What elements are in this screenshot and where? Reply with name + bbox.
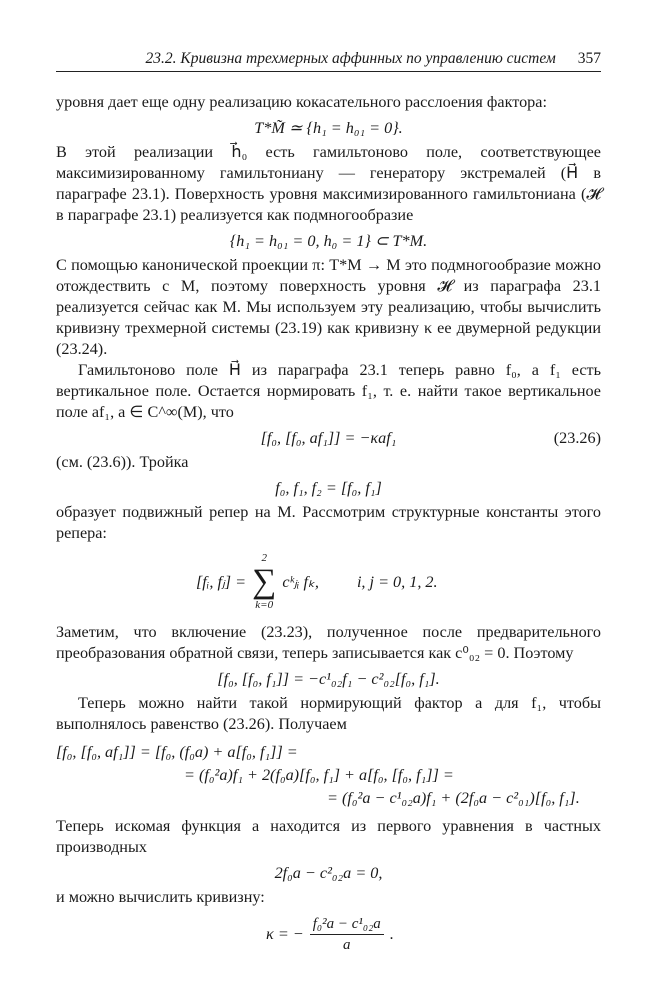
paragraph-8: Теперь можно найти такой нормирующий фактор a для f₁, чтобы выполнялось равенство (23.26). Получаем [56,694,601,733]
structure-range: i, j = 0, 1, 2. [356,572,438,591]
paragraph-3: С помощью канонической проекции π: T*M → M это подмногообразие можно отождествить с M, поэтому поверхность уровня 𝓗 из параграфа 23.1 реализуется сейчас как M. Мы используем эту реализацию, чтобы вычислить кривизну трехмерной системы (23.19) как кривизну κ ее двумерной редукции (23.24). [56,256,601,358]
curvature-denominator: a [343,936,351,953]
equation-cotangent-realization: T*M̃ ≃ {h₁ = h₀₁ = 0}. [254,119,403,137]
equation-23-26 [56,427,601,449]
page-number: 357 [577,50,601,67]
structure-lhs: [fᵢ, fⱼ] = [196,572,247,591]
paragraph-1: уровня дает еще одну реализацию кокасательного расслоения фактора: [56,93,547,111]
paragraph-5: (см. (23.6)). Тройка [56,453,189,471]
sum-lower-limit: k=0 [255,599,274,611]
summation [252,552,276,612]
paragraph-9: Теперь искомая функция a находится из первого уравнения в частных производных [56,817,601,856]
sum-upper-limit: 2 [261,552,267,564]
paragraph-6: образует подвижный репер на M. Рассмотрим структурные константы этого репера: [56,503,601,542]
sigma-icon: ∑ [252,563,277,600]
equation-curvature [56,912,601,956]
equation-triple: f₀, f₁, f₂ = [f₀, f₁] [275,479,382,497]
derivation-line-1: [f₀, [f₀, af₁]] = [f₀, (f₀a) + a[f₀, f₁]] = [56,743,298,761]
curvature-fraction [310,914,384,955]
page-body [56,92,601,960]
running-header [56,50,601,72]
derivation-line-3: = (f₀²a − c¹₀₂a)f₁ + (2f₀a − c²₀₁)[f₀, f₁]. [327,789,580,807]
equation-submanifold: {h₁ = h₀₁ = 0, h₀ = 1} ⊂ T*M. [229,232,428,250]
derivation-line-2: = (f₀²a)f₁ + 2(f₀a)[f₀, f₁] + a[f₀, [f₀, f₁]] = [184,766,454,784]
curvature-numerator: f₀²a − c¹₀₂a [310,914,384,935]
paragraph-7: Заметим, что включение (23.23), полученное после предварительного преобразования обратной связи, теперь записывается как c⁰₀₂ = 0. Поэтому [56,623,601,662]
equation-derivation [56,741,601,810]
curvature-lhs: κ = − [266,924,304,943]
paragraph-4: Гамильтоново поле H⃗ из параграфа 23.1 теперь равно f₀, а f₁ есть вертикальное поле. Остается нормировать f₁, т. е. найти такое вертикальное поле af₁, a ∈ C^∞(M), что [56,361,601,421]
equation-bracket-expansion: [f₀, [f₀, f₁]] = −c¹₀₂f₁ − c²₀₂[f₀, f₁]. [217,670,440,688]
equation-23-26-body: [f₀, [f₀, af₁]] = −κaf₁ [260,429,397,447]
structure-term: cᵏⱼᵢ fₖ, [282,572,319,591]
equation-structure-constants [56,546,601,618]
curvature-end: . [389,924,394,943]
running-title: 23.2. Кривизна трехмерных аффинных по управлению систем [145,50,556,67]
equation-pde: 2f₀a − c²₀₂a = 0, [274,864,383,882]
paragraph-2: В этой реализации h⃗₀ есть гамильтоново поле, соответствующее максимизированному гамильтониану — генератору экстремалей (H⃗ в параграфе 23.1). Поверхность уровня максимизированного гамильтониана (𝓗 в параграфе 23.1) реализуется как подмногообразие [56,143,601,224]
equation-number: (23.26) [553,429,601,447]
paragraph-10: и можно вычислить кривизну: [56,888,265,906]
